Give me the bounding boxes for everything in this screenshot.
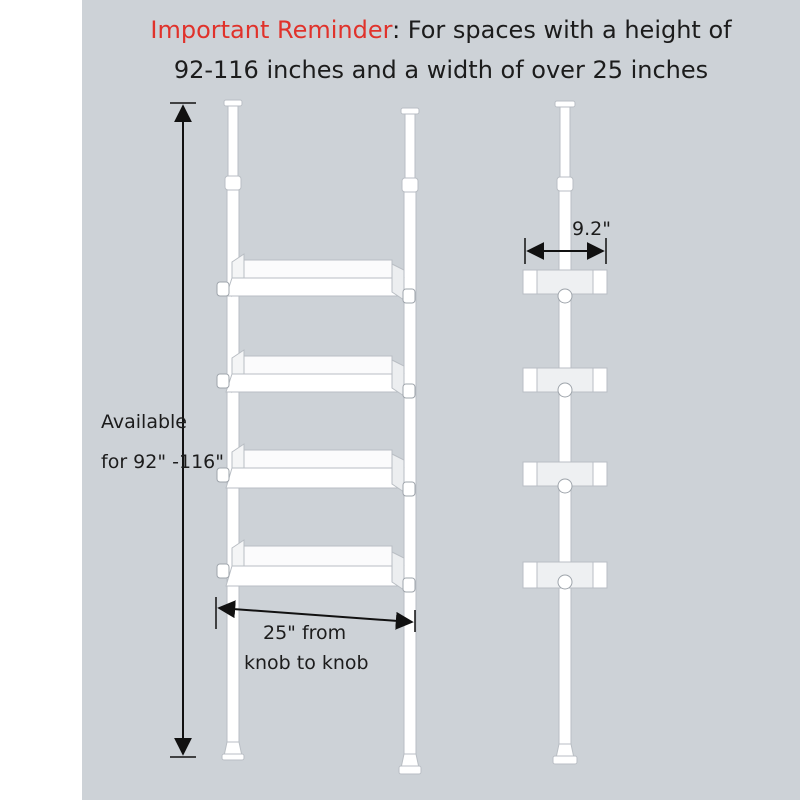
headline-highlight: Important Reminder <box>150 16 393 44</box>
side-view-rack <box>523 101 607 764</box>
side-shelf-2 <box>523 368 607 397</box>
front-shelf-3 <box>217 444 415 496</box>
height-label-line2: for 92" -116" <box>101 451 224 473</box>
width-label-line2: knob to knob <box>244 652 369 674</box>
front-shelf-2 <box>217 350 415 398</box>
side-shelf-1 <box>523 270 607 303</box>
width-label-line1: 25" from <box>263 622 347 644</box>
front-shelf-4 <box>217 540 415 592</box>
headline-line2: 92-116 inches and a width of over 25 inches <box>173 56 709 84</box>
headline-line1: For spaces with a height of <box>400 16 732 44</box>
depth-label: 9.2" <box>572 218 611 240</box>
side-shelf-4 <box>523 562 607 589</box>
front-shelf-1 <box>217 254 415 303</box>
side-shelf-3 <box>523 462 607 493</box>
headline-colon: : <box>392 16 401 44</box>
height-label-line1: Available <box>101 411 188 433</box>
